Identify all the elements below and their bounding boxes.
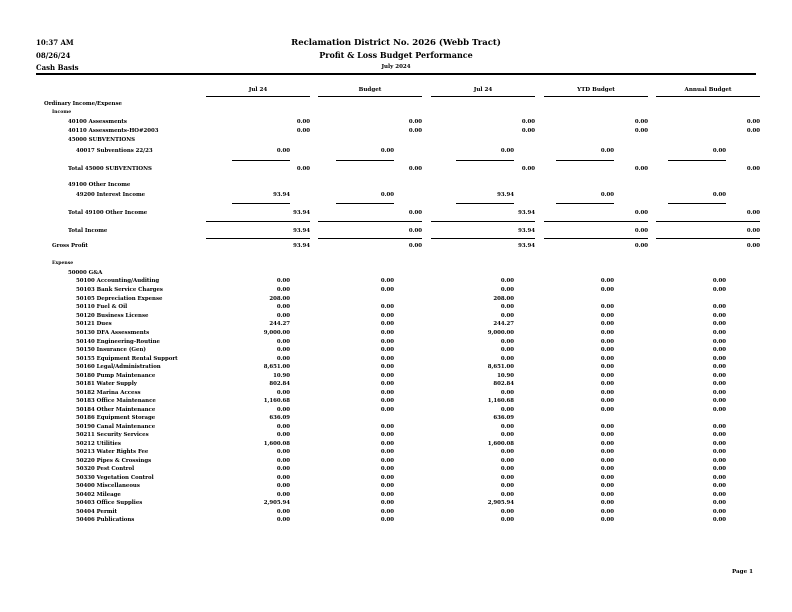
subtotal-rule <box>431 238 535 239</box>
row-value: 0.00 <box>600 192 614 198</box>
row-value: 0.00 <box>712 347 726 353</box>
subtotal-rule <box>456 203 514 204</box>
row-value: 0.00 <box>380 278 394 284</box>
row-value: 0.00 <box>521 128 535 134</box>
row-value: 208.00 <box>269 296 290 302</box>
row-value: 0.00 <box>712 432 726 438</box>
row-value: 0.00 <box>276 407 290 413</box>
row-value: 0.00 <box>600 347 614 353</box>
row-value: 0.00 <box>600 509 614 515</box>
subtotal-rule <box>656 221 760 222</box>
row-value: 0.00 <box>276 466 290 472</box>
row-value: 0.00 <box>500 449 514 455</box>
row-value: 93.94 <box>293 228 310 234</box>
subtotal-rule <box>318 238 422 239</box>
row-value: 0.00 <box>712 398 726 404</box>
report-subtitle: Profit & Loss Budget Performance <box>319 50 473 60</box>
row-value: 0.00 <box>276 475 290 481</box>
row-value: 0.00 <box>380 287 394 293</box>
row-value: 0.00 <box>380 432 394 438</box>
subtotal-rule <box>336 203 394 204</box>
row-value: 0.00 <box>296 128 310 134</box>
row-label: 50130 DFA Assessments <box>76 330 150 336</box>
row-value: 0.00 <box>380 483 394 489</box>
subtotal-rule <box>656 238 760 239</box>
row-value: 0.00 <box>408 128 422 134</box>
row-value: 0.00 <box>600 364 614 370</box>
row-value: 10.90 <box>497 373 514 379</box>
row-value: 0.00 <box>712 517 726 523</box>
row-value: 0.00 <box>380 458 394 464</box>
row-value: 93.94 <box>273 192 290 198</box>
row-value: 0.00 <box>380 492 394 498</box>
row-value: 0.00 <box>712 449 726 455</box>
row-value: 0.00 <box>712 148 726 154</box>
subtotal-rule <box>668 160 726 161</box>
row-value: 636.09 <box>269 415 290 421</box>
row-value: 0.00 <box>408 166 422 172</box>
row-value: 0.00 <box>380 517 394 523</box>
row-value: 802.84 <box>493 381 514 387</box>
row-label: 50211 Security Services <box>76 432 149 438</box>
row-label: 50220 Pipes & Crossings <box>76 458 152 464</box>
row-value: 9,000.00 <box>263 330 290 336</box>
row-value: 0.00 <box>600 424 614 430</box>
row-value: 0.00 <box>600 466 614 472</box>
row-label: 50120 Business License <box>76 313 149 319</box>
row-value: 0.00 <box>500 424 514 430</box>
row-value: 0.00 <box>600 432 614 438</box>
row-label: 40110 Assessments-HO#2003 <box>68 128 159 134</box>
row-label: Total Income <box>68 228 108 234</box>
row-label: 50186 Equipment Storage <box>76 415 156 421</box>
subtotal-rule <box>544 238 648 239</box>
row-value: 0.00 <box>712 483 726 489</box>
row-label: 50000 G&A <box>68 270 103 276</box>
row-value: 0.00 <box>600 278 614 284</box>
row-value: 0.00 <box>712 441 726 447</box>
row-label: 49200 Interest Income <box>76 192 146 198</box>
row-value: 0.00 <box>600 398 614 404</box>
row-value: 0.00 <box>380 398 394 404</box>
row-value: 0.00 <box>600 492 614 498</box>
row-value: 0.00 <box>600 381 614 387</box>
column-header-underline <box>656 96 760 97</box>
row-value: 0.00 <box>276 449 290 455</box>
row-value: 0.00 <box>276 492 290 498</box>
row-value: 0.00 <box>600 390 614 396</box>
row-value: 636.09 <box>493 415 514 421</box>
subtotal-rule <box>232 203 290 204</box>
column-header-4: Annual Budget <box>684 87 732 93</box>
row-value: 0.00 <box>712 192 726 198</box>
subtotal-rule <box>206 221 310 222</box>
row-value: 0.00 <box>276 278 290 284</box>
row-value: 0.00 <box>276 287 290 293</box>
row-value: 0.00 <box>712 407 726 413</box>
row-value: 0.00 <box>276 390 290 396</box>
row-value: 0.00 <box>500 313 514 319</box>
row-label: 50160 Legal/Administration <box>76 364 161 370</box>
row-label: 50403 Office Supplies <box>76 500 143 506</box>
column-header-0: Jul 24 <box>248 87 268 93</box>
row-value: 1,160.68 <box>487 398 514 404</box>
row-label: 50105 Depreciation Expense <box>76 296 163 302</box>
row-label: 50140 Engineering-Routine <box>76 339 160 345</box>
row-value: 0.00 <box>500 458 514 464</box>
row-value: 0.00 <box>380 475 394 481</box>
row-value: 0.00 <box>380 364 394 370</box>
row-value: 0.00 <box>276 356 290 362</box>
row-label: 50404 Permit <box>76 509 118 515</box>
row-value: 0.00 <box>500 390 514 396</box>
row-value: 0.00 <box>712 500 726 506</box>
row-value: 0.00 <box>500 339 514 345</box>
row-value: 0.00 <box>634 243 648 249</box>
row-value: 0.00 <box>408 210 422 216</box>
row-value: 0.00 <box>380 381 394 387</box>
subtotal-rule <box>556 160 614 161</box>
row-value: 0.00 <box>500 356 514 362</box>
row-value: 93.94 <box>293 210 310 216</box>
row-value: 0.00 <box>500 517 514 523</box>
row-value: 0.00 <box>276 483 290 489</box>
report-title: Reclamation District No. 2026 (Webb Tract) <box>291 38 501 48</box>
row-label: 50150 Insurance (Gen) <box>76 347 146 353</box>
row-value: 0.00 <box>634 119 648 125</box>
row-label: 50320 Pest Control <box>76 466 135 472</box>
row-value: 0.00 <box>634 128 648 134</box>
page-number: Page 1 <box>732 569 753 575</box>
row-value: 0.00 <box>380 356 394 362</box>
row-value: 0.00 <box>276 304 290 310</box>
row-label: 50213 Water Rights Fee <box>76 449 149 455</box>
row-value: 0.00 <box>712 381 726 387</box>
column-header-1: Budget <box>358 87 382 93</box>
row-value: 0.00 <box>276 424 290 430</box>
row-value: 244.27 <box>493 321 514 327</box>
row-value: 0.00 <box>380 347 394 353</box>
row-value: 93.94 <box>518 228 535 234</box>
row-value: 0.00 <box>712 466 726 472</box>
row-value: 0.00 <box>276 339 290 345</box>
row-value: 0.00 <box>600 517 614 523</box>
row-value: 0.00 <box>500 483 514 489</box>
row-value: 0.00 <box>380 466 394 472</box>
row-value: 0.00 <box>500 509 514 515</box>
row-value: 0.00 <box>276 313 290 319</box>
subtotal-rule <box>556 203 614 204</box>
row-value: 93.94 <box>497 192 514 198</box>
row-value: 0.00 <box>408 243 422 249</box>
row-value: 0.00 <box>600 313 614 319</box>
row-value: 0.00 <box>276 517 290 523</box>
row-value: 0.00 <box>380 330 394 336</box>
column-header-underline <box>431 96 535 97</box>
row-value: 0.00 <box>600 441 614 447</box>
row-value: 0.00 <box>712 287 726 293</box>
row-value: 8,651.00 <box>263 364 290 370</box>
row-value: 0.00 <box>500 304 514 310</box>
row-value: 0.00 <box>746 166 760 172</box>
row-value: 1,600.08 <box>263 441 290 447</box>
column-header-2: Jul 24 <box>473 87 493 93</box>
row-value: 0.00 <box>500 492 514 498</box>
row-value: 0.00 <box>500 347 514 353</box>
row-label: 40100 Assessments <box>68 119 127 125</box>
subtotal-rule <box>668 203 726 204</box>
row-value: 0.00 <box>380 339 394 345</box>
report-date: 08/26/24 <box>36 51 71 60</box>
row-value: 244.27 <box>269 321 290 327</box>
row-label: Gross Profit <box>52 243 88 249</box>
row-value: 0.00 <box>500 407 514 413</box>
row-value: 0.00 <box>600 475 614 481</box>
row-label: 49100 Other Income <box>68 182 131 188</box>
row-value: 0.00 <box>600 458 614 464</box>
row-value: 0.00 <box>296 119 310 125</box>
row-label: 50406 Publications <box>76 517 135 523</box>
row-label: 50110 Fuel & Oil <box>76 304 128 310</box>
row-value: 0.00 <box>746 228 760 234</box>
row-value: 0.00 <box>500 475 514 481</box>
header-rule <box>36 73 756 75</box>
subtotal-rule <box>456 160 514 161</box>
report-period: July 2024 <box>381 64 411 70</box>
row-value: 0.00 <box>712 313 726 319</box>
row-label: 50184 Other Maintenance <box>76 407 156 413</box>
row-value: 9,000.00 <box>487 330 514 336</box>
row-value: 0.00 <box>600 356 614 362</box>
row-label: 50190 Canal Maintenance <box>76 424 156 430</box>
row-label: 50400 Miscellaneous <box>76 483 140 489</box>
column-header-3: YTD Budget <box>577 87 615 93</box>
row-value: 0.00 <box>600 321 614 327</box>
row-value: 0.00 <box>500 287 514 293</box>
row-value: 0.00 <box>380 304 394 310</box>
row-value: 0.00 <box>276 509 290 515</box>
row-label: Expense <box>52 261 74 266</box>
row-value: 0.00 <box>712 278 726 284</box>
row-value: 0.00 <box>712 475 726 481</box>
row-value: 1,160.68 <box>263 398 290 404</box>
row-value: 0.00 <box>600 339 614 345</box>
row-value: 0.00 <box>380 500 394 506</box>
row-value: 0.00 <box>500 466 514 472</box>
row-value: 0.00 <box>712 458 726 464</box>
row-value: 0.00 <box>276 148 290 154</box>
row-value: 0.00 <box>380 313 394 319</box>
row-value: 8,651.00 <box>487 364 514 370</box>
row-value: 0.00 <box>712 321 726 327</box>
row-value: 93.94 <box>518 210 535 216</box>
subtotal-rule <box>318 221 422 222</box>
row-value: 0.00 <box>521 119 535 125</box>
row-value: 0.00 <box>712 373 726 379</box>
column-header-underline <box>544 96 648 97</box>
row-value: 208.00 <box>493 296 514 302</box>
row-label: 50103 Bank Service Charges <box>76 287 163 293</box>
row-value: 0.00 <box>712 304 726 310</box>
row-value: 0.00 <box>712 339 726 345</box>
row-value: 0.00 <box>634 210 648 216</box>
row-value: 1,600.08 <box>487 441 514 447</box>
row-value: 0.00 <box>521 166 535 172</box>
row-value: 0.00 <box>408 119 422 125</box>
row-label: Income <box>52 110 72 115</box>
row-value: 0.00 <box>600 304 614 310</box>
row-value: 0.00 <box>380 148 394 154</box>
row-label: Total 49100 Other Income <box>68 210 148 216</box>
row-value: 0.00 <box>500 278 514 284</box>
row-label: 50182 Marina Access <box>76 390 141 396</box>
row-value: 0.00 <box>500 148 514 154</box>
row-label: 50183 Office Maintenance <box>76 398 156 404</box>
row-label: 45000 SUBVENTIONS <box>68 137 136 143</box>
row-value: 0.00 <box>600 330 614 336</box>
row-value: 0.00 <box>712 330 726 336</box>
row-label: Ordinary Income/Expense <box>44 101 122 107</box>
row-value: 0.00 <box>600 407 614 413</box>
row-value: 0.00 <box>380 321 394 327</box>
row-value: 0.00 <box>600 373 614 379</box>
row-label: 50180 Pump Maintenance <box>76 373 156 379</box>
column-header-underline <box>318 96 422 97</box>
row-value: 10.90 <box>273 373 290 379</box>
row-value: 0.00 <box>746 243 760 249</box>
row-value: 0.00 <box>600 500 614 506</box>
subtotal-rule <box>232 160 290 161</box>
row-value: 0.00 <box>600 148 614 154</box>
row-label: 50330 Vegetation Control <box>76 475 154 481</box>
subtotal-rule <box>431 221 535 222</box>
row-label: 40017 Subventions 22/23 <box>76 148 153 154</box>
row-value: 0.00 <box>380 192 394 198</box>
row-value: 0.00 <box>380 449 394 455</box>
row-value: 0.00 <box>380 390 394 396</box>
row-label: 50100 Accounting/Auditing <box>76 278 160 284</box>
row-label: 50121 Dues <box>76 321 112 327</box>
row-label: 50212 Utilities <box>76 441 121 447</box>
subtotal-rule <box>206 238 310 239</box>
row-value: 0.00 <box>296 166 310 172</box>
row-value: 0.00 <box>634 166 648 172</box>
row-value: 0.00 <box>746 128 760 134</box>
row-value: 0.00 <box>380 373 394 379</box>
row-value: 0.00 <box>712 509 726 515</box>
row-value: 0.00 <box>746 210 760 216</box>
row-label: 50155 Equipment Rental Support <box>76 356 178 362</box>
row-value: 0.00 <box>276 432 290 438</box>
row-value: 0.00 <box>600 449 614 455</box>
row-value: 0.00 <box>276 458 290 464</box>
row-value: 0.00 <box>634 228 648 234</box>
row-value: 0.00 <box>500 432 514 438</box>
row-value: 0.00 <box>380 407 394 413</box>
row-value: 0.00 <box>380 424 394 430</box>
row-value: 93.94 <box>293 243 310 249</box>
row-value: 0.00 <box>712 390 726 396</box>
row-value: 802.84 <box>269 381 290 387</box>
row-value: 0.00 <box>712 356 726 362</box>
row-value: 93.94 <box>518 243 535 249</box>
row-label: Total 45000 SUBVENTIONS <box>68 166 152 172</box>
row-value: 0.00 <box>746 119 760 125</box>
row-value: 0.00 <box>408 228 422 234</box>
subtotal-rule <box>336 160 394 161</box>
row-label: 50402 Mileage <box>76 492 121 498</box>
row-value: 0.00 <box>712 364 726 370</box>
row-value: 0.00 <box>276 347 290 353</box>
row-value: 0.00 <box>712 424 726 430</box>
row-value: 0.00 <box>380 509 394 515</box>
report-basis: Cash Basis <box>36 63 79 72</box>
row-label: 50181 Water Supply <box>76 381 137 387</box>
subtotal-rule <box>544 221 648 222</box>
row-value: 0.00 <box>712 492 726 498</box>
column-header-underline <box>206 96 310 97</box>
row-value: 2,905.94 <box>487 500 514 506</box>
row-value: 0.00 <box>600 483 614 489</box>
report-time: 10:37 AM <box>36 38 74 47</box>
row-value: 0.00 <box>380 441 394 447</box>
row-value: 0.00 <box>600 287 614 293</box>
row-value: 2,905.94 <box>263 500 290 506</box>
